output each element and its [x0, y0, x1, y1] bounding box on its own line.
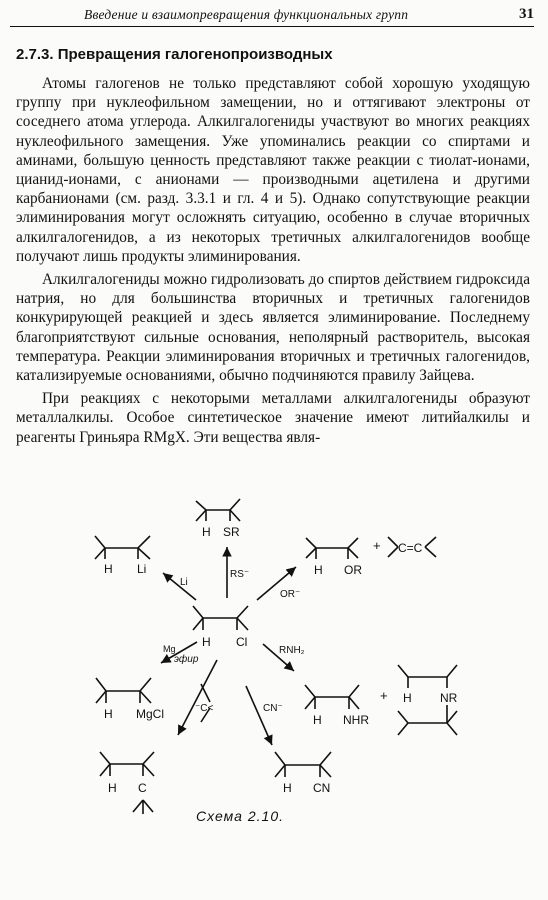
li-reagent-label: Li — [180, 577, 188, 588]
ether-or-label: OR — [344, 563, 362, 577]
rs-reagent-label: RS⁻ — [230, 569, 250, 580]
cn-reagent-label: CN⁻ — [263, 703, 283, 714]
grignard-mgcl-label: MgCl — [136, 707, 165, 721]
grignard-structure — [96, 678, 164, 721]
alkyllithium-li-label: Li — [137, 562, 147, 576]
sulfide-h-label: H — [202, 525, 211, 539]
center-h-label: H — [202, 635, 211, 649]
alkene-label: C=C — [398, 541, 423, 555]
sulfide-structure — [196, 499, 240, 539]
ether-solvent-label: эфир — [174, 654, 199, 665]
arrow-to-grignard — [161, 642, 197, 663]
ether-structure — [306, 538, 362, 577]
center-cl-label: Cl — [236, 635, 248, 649]
nitrile-structure — [275, 752, 331, 795]
plus-sign-2: + — [380, 688, 388, 703]
carbanion-reagent-label: ⁻C< — [195, 703, 214, 714]
running-header — [10, 4, 534, 27]
aziridine-h-label: H — [403, 691, 412, 705]
arrow-to-alkylation — [178, 660, 217, 735]
amine-h-label: H — [313, 713, 322, 727]
alkene-structure — [388, 537, 436, 557]
alkyllithium-structure — [95, 536, 150, 576]
ether-h-label: H — [314, 563, 323, 577]
aziridine-structure — [398, 665, 458, 735]
running-title: Введение и взаимопревращения функциональных групп — [84, 7, 409, 22]
alkylation-structure — [100, 752, 154, 814]
sulfide-sr-label: SR — [223, 525, 240, 539]
page-number: 31 — [519, 6, 534, 22]
alkylation-c-label: C — [138, 781, 147, 795]
scheme-caption: Схема 2.10. — [196, 808, 284, 824]
nitrile-cn-label: CN — [313, 781, 331, 795]
alkyllithium-h-label: H — [104, 562, 113, 576]
alkyl-halide-structure — [193, 606, 248, 649]
plus-sign-1: + — [373, 538, 381, 553]
arrow-to-amine — [263, 644, 294, 671]
amine-structure — [305, 685, 369, 727]
section-heading: 2.7.3. Превращения галогенопроизводных — [16, 46, 333, 63]
nitrile-h-label: H — [283, 781, 292, 795]
paragraph-2: Алкилгалогениды можно гидролизовать до спиртов действием гидроксида натрия, но для большинства вторичных и третичных галогенидов конкурирующей реакцией и здесь является элиминирование. Последнему благоприятствуют сильные основания, неполярный растворитель, высокая температура. Реакции элиминирования вторичных и третичных галогенидов, катализируемые основаниями, обычно подчиняются правилу Зайцева. — [16, 271, 530, 385]
grignard-h-label: H — [104, 707, 113, 721]
body-text — [16, 74, 530, 447]
arrow-to-ether — [257, 567, 296, 600]
paragraph-3: При реакциях с некоторыми металлами алкилгалогениды образуют металлалкилы. Особое синтетическое значение имеют литийалкилы и реагенты Гриньяра RMgX. Эти вещества явля- — [16, 390, 530, 446]
paragraph-1: Атомы галогенов не только представляют собой хорошую уходящую группу при нуклеофильном замещении, но и оттягивают электроны от соседнего атома углерода. Алкилгалогениды участвуют во многих реакциях нуклеофильного замещения. Уже упоминались реакции со спиртами и аминами, большую ценность представляют также реакции с тиолат-ионами, цианид-ионами, с анионами — производными ацетилена и другими карбанионами (см. разд. 3.3.1 и гл. 4 и 5). Однако сопутствующие реакции элиминирования могут осложнять ситуацию, особенно в случае вторичных алкилгалогенидов, а из некоторых третичных алкилгалогенидов вообще получают лишь продукты элиминирования. — [16, 75, 530, 265]
alkylation-h-label: H — [108, 781, 117, 795]
arrow-to-alkyllithium — [163, 573, 196, 600]
arrow-to-nitrile — [246, 686, 272, 745]
or-reagent-label: OR⁻ — [280, 589, 301, 600]
carbanion-bonds — [201, 684, 210, 722]
amine-nhr-label: NHR — [343, 713, 369, 727]
amine-reagent-label: RNH₂ — [279, 645, 305, 656]
aziridine-nr-label: NR — [440, 691, 458, 705]
mg-reagent-label: Mg — [163, 644, 176, 654]
